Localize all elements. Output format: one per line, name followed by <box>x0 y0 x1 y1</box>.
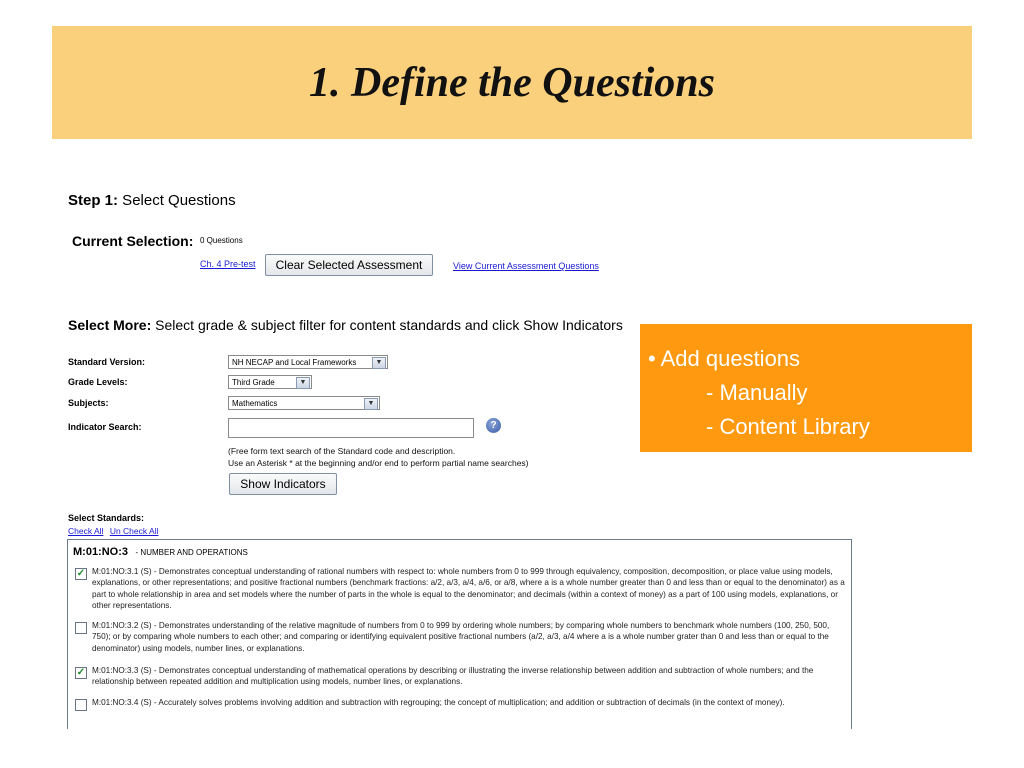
show-indicators-button[interactable]: Show Indicators <box>229 473 337 495</box>
standard-version-select[interactable] <box>228 355 388 369</box>
subjects-select[interactable] <box>228 396 380 410</box>
question-count: 0 Questions <box>200 236 243 245</box>
grade-levels-label: Grade Levels: <box>68 377 128 387</box>
subjects-label: Subjects: <box>68 398 109 408</box>
select-standards-label: Select Standards: <box>68 513 145 523</box>
callout-line-add: • Add questions <box>648 346 801 371</box>
step-number: Step 1: <box>68 192 119 209</box>
uncheck-all-link[interactable]: Un Check All <box>109 526 159 536</box>
standard-text: M:01:NO:3.2 (S) - Demonstrates understanding of the relative magnitude of numbers from 0 to 999 by ordering whole numbers; by comparing whole numbers to benchmark whole numbers (100, 250, 500, 750); or by comparing whole numbers to each other; and comparing or identifying equivalent positive fractional numbers (a/2, a/3, a/4 where a is a whole number grater than 0 and less than or equal to the denominator) using models, number lines, or explanations. <box>92 621 830 653</box>
standard-text: M:01:NO:3.4 (S) - Accurately solves problems involving addition and subtraction with regrouping; the concept of multiplication; and addition or subtraction of decimals (in the context of money). <box>92 698 785 707</box>
subjects-value: Mathematics <box>232 398 278 408</box>
standard-version-label: Standard Version: <box>68 357 146 367</box>
slide-title: 1. Define the Questions <box>308 59 715 106</box>
chevron-down-icon: ▼ <box>372 357 386 369</box>
current-selection-label: Current Selection: <box>72 233 194 249</box>
standard-checkbox[interactable] <box>75 622 87 634</box>
group-code: M:01:NO:3 <box>73 546 129 558</box>
callout-line-library: - Content Library <box>706 414 870 439</box>
indicator-search-input[interactable] <box>228 418 474 438</box>
check-all-link[interactable]: Check All <box>68 526 104 536</box>
help-icon[interactable]: ? <box>486 418 501 433</box>
grade-levels-value: Third Grade <box>232 377 275 387</box>
standard-text: M:01:NO:3.1 (S) - Demonstrates conceptual understanding of rational numbers with respect to: whole numbers from 0 to 999 through equivalency, composition, decomposition, or place value using models, explanations, or other representations; and positive fractional numbers (benchmark fractions: a/2, a/3, a/4, a/6, or a/8, where a is a whole number greater than 0 and less than or equal to the denominator) as a part to whole relationship in area and set models where the number of parts in the whole is equal to the denominator; and decimals (within a context of money) as a part of 100 using models, explanations, or other representations. <box>92 567 845 610</box>
select-more-title <box>68 317 623 333</box>
standard-version-value: NH NECAP and Local Frameworks <box>232 357 357 367</box>
clear-assessment-button[interactable]: Clear Selected Assessment <box>265 254 433 276</box>
view-questions-link[interactable]: View Current Assessment Questions <box>453 261 599 271</box>
title-banner <box>52 26 972 139</box>
select-more-instructions: Select grade & subject filter for content standards and click Show Indicators <box>151 317 623 333</box>
chevron-down-icon: ▼ <box>364 398 378 410</box>
callout-box <box>640 324 972 452</box>
search-note-line2: Use an Asterisk * at the beginning and/or end to perform partial name searches) <box>228 458 529 468</box>
assessment-link[interactable]: Ch. 4 Pre-test <box>200 259 256 269</box>
callout-line-manually: - Manually <box>706 380 808 405</box>
standard-checkbox[interactable] <box>75 699 87 711</box>
standard-text: M:01:NO:3.3 (S) - Demonstrates conceptual understanding of mathematical operations by describing or illustrating the inverse relationship between addition and subtraction of whole numbers; and the relationship between repeated addition and multiplication using models, number lines, or explanations. <box>92 666 814 687</box>
check-links <box>68 526 158 536</box>
step-text: Select Questions <box>118 192 236 209</box>
step-title <box>68 192 236 209</box>
indicator-search-label: Indicator Search: <box>68 422 142 432</box>
standard-group-header: M:01:NO:3 - NUMBER AND OPERATIONS <box>73 546 248 558</box>
search-note-line1: (Free form text search of the Standard code and description. <box>228 446 456 456</box>
standards-list <box>67 539 852 729</box>
grade-levels-select[interactable] <box>228 375 312 389</box>
chevron-down-icon: ▼ <box>296 377 310 389</box>
group-name: NUMBER AND OPERATIONS <box>140 548 248 557</box>
standard-checkbox[interactable]: ✓ <box>76 667 86 678</box>
standard-checkbox[interactable]: ✓ <box>76 568 86 579</box>
select-more-label: Select More: <box>68 317 152 333</box>
